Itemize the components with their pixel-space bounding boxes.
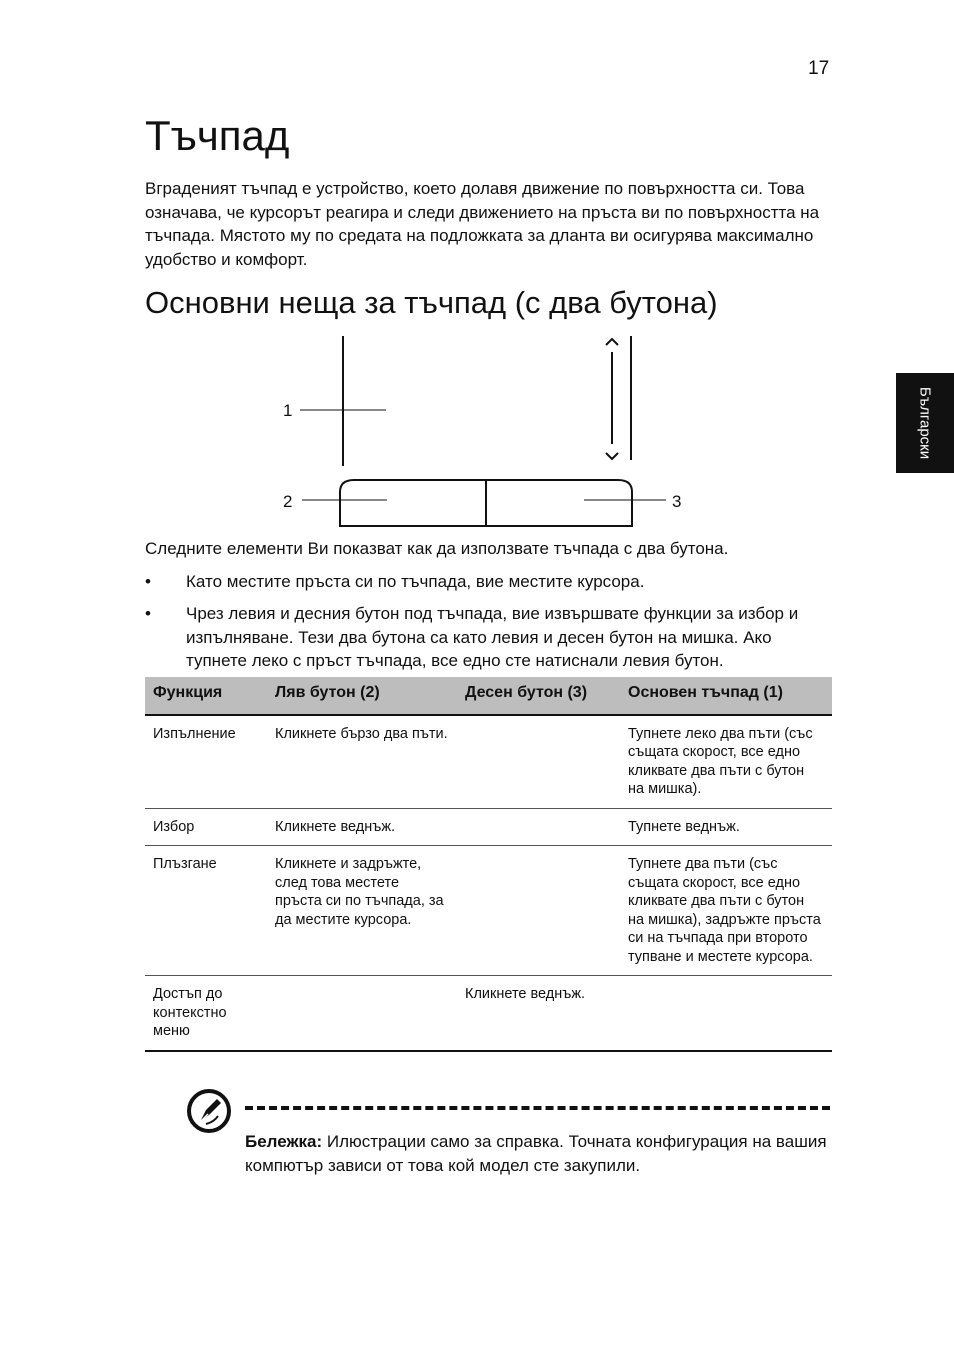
table-row — [145, 808, 832, 846]
table-cell: Изпълнение — [145, 715, 267, 809]
table-cell: Кликнете веднъж. — [457, 976, 620, 1051]
table-cell: Кликнете и задръжте, след това местете пръста си по тъчпада, за да местите курсора. — [267, 846, 457, 976]
note-body: Илюстрации само за справка. Точната конфигурация на вашия компютър зависи от това кой модел сте закупили. — [245, 1132, 827, 1175]
touchpad-diagram — [270, 330, 690, 530]
page-title: Тъчпад — [145, 112, 290, 159]
table-cell: Плъзгане — [145, 846, 267, 976]
note-text — [245, 1130, 835, 1177]
table-cell — [457, 846, 620, 976]
intro-paragraph: Вграденият тъчпад е устройство, което долавя движение по повърхността си. Това означава, че курсорът реагира и следи движението на пръста ви по повърхността на тъчпада. Мястото му по средата на подложката за дланта ви осигурява максимално удобство и комфорт. — [145, 179, 820, 269]
table-row — [145, 715, 832, 809]
lead-text: Следните елементи Ви показват как да използвате тъчпада с два бутона. — [145, 539, 729, 558]
callout-3: 3 — [672, 492, 682, 511]
table-cell: Достъп до контекстно меню — [145, 976, 267, 1051]
table-cell — [267, 976, 457, 1051]
table-header-row — [145, 677, 832, 715]
table-cell: Тупнете два пъти (със същата скорост, все едно кликвате два пъти с бутон на мишка), задръжте пръста си на тъчпада при второто тупване и местете курсора. — [620, 846, 832, 976]
table-cell: Кликнете бързо два пъти. — [267, 715, 457, 809]
functions-table — [145, 677, 832, 1052]
callout-1: 1 — [283, 401, 293, 420]
table-cell: Тупнете веднъж. — [620, 808, 832, 846]
header-main-touchpad: Основен тъчпад (1) — [620, 677, 832, 715]
note-divider — [245, 1106, 830, 1110]
language-tab-label: Български — [916, 386, 934, 460]
table-cell — [457, 715, 620, 809]
note-label: Бележка: — [245, 1132, 323, 1151]
header-right-button: Десен бутон (3) — [457, 677, 620, 715]
table-cell — [457, 808, 620, 846]
table-cell: Кликнете веднъж. — [267, 808, 457, 846]
table-cell: Избор — [145, 808, 267, 846]
header-function: Функция — [145, 677, 267, 715]
table-cell: Тупнете леко два пъти (със същата скорост, все едно кликвате два пъти с бутон на мишка). — [620, 715, 832, 809]
table-row — [145, 846, 832, 976]
bullet-icon: • — [145, 572, 151, 591]
bullet-icon: • — [145, 604, 151, 623]
page-number: 17 — [808, 58, 830, 79]
section-title: Основни неща за тъчпад (с два бутона) — [145, 285, 718, 320]
callout-2: 2 — [283, 492, 293, 511]
scroll-arrow-icon — [606, 339, 618, 459]
bullet-text: Чрез левия и десния бутон под тъчпада, вие извършвате функции за избор и изпълняване. Тези два бутона са като левия и десен бутон на мишка. Ако тупнете леко с пръст тъчпада, все едно сте натиснали левия бутон. — [186, 604, 799, 670]
bullet-text: Като местите пръста си по тъчпада, вие местите курсора. — [186, 572, 645, 591]
note-pen-icon — [186, 1088, 232, 1134]
header-left-button: Ляв бутон (2) — [267, 677, 457, 715]
table-cell — [620, 976, 832, 1051]
language-tab — [896, 373, 954, 473]
table-row — [145, 976, 832, 1051]
